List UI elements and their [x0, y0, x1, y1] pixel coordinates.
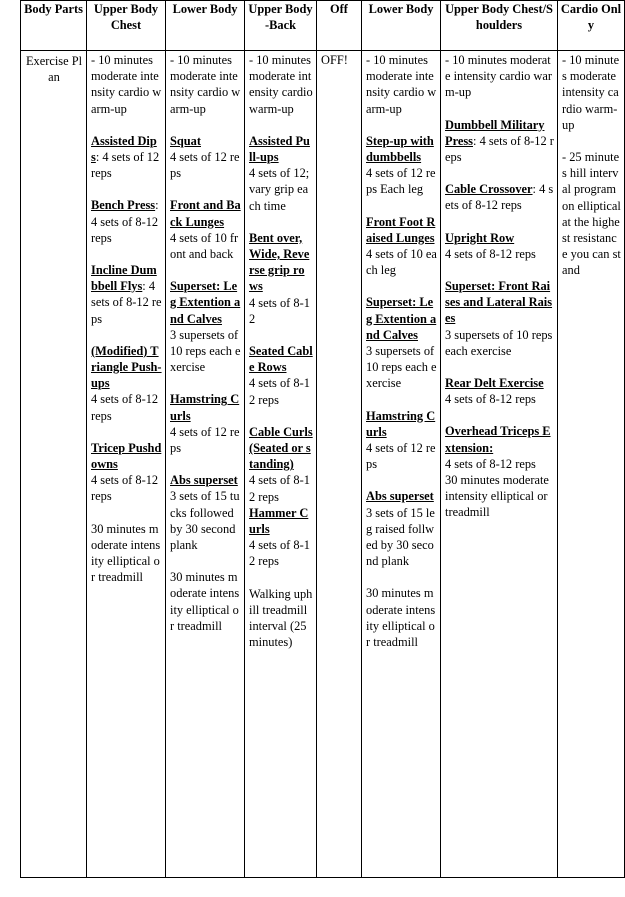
exercise-name: Incline Dumbbell Flys	[91, 263, 157, 294]
exercise-block	[249, 505, 313, 570]
exercise-name: Superset: Leg Extention and Calves	[170, 279, 241, 326]
exercise-block	[249, 424, 313, 505]
plan-note: 30 minutes moderate intensity elliptical or treadmill	[366, 586, 436, 650]
header-off: Off	[317, 1, 362, 51]
exercise-detail: 4 sets of 8-12 reps	[445, 182, 554, 213]
exercise-name-separator: :	[95, 150, 100, 165]
exercise-name: Bent over, Wide, Reverse grip rows	[249, 230, 310, 294]
exercise-detail: 4 sets of 8-12 reps	[249, 376, 310, 407]
exercise-detail: 4 sets of 12 reps	[170, 150, 240, 181]
exercise-block	[445, 423, 554, 472]
exercise-name-separator: :	[473, 133, 477, 148]
exercise-block	[445, 230, 554, 262]
plan-note: - 25 minutes hill interval program on elliptical at the highest resistance you can stand	[562, 150, 621, 278]
exercise-name: Assisted Pull-ups	[249, 133, 310, 165]
exercise-detail: 3 supersets of 10 reps each exercise	[170, 327, 241, 375]
exercise-name: Hamstring Curls	[170, 392, 240, 423]
exercise-block	[249, 133, 313, 214]
exercise-name: Cable Crossover	[445, 182, 533, 197]
header-upper-body-back: Upper Body-Back	[245, 1, 317, 51]
exercise-detail: 4 sets of 8-12	[249, 295, 310, 326]
exercise-detail: 4 sets of 12 reps	[170, 424, 240, 456]
plan-note: - 10 minutes moderate intensity cardio warm-up	[170, 53, 241, 116]
plan-note: Walking uphill treadmill interval (25 minutes)	[249, 586, 313, 650]
row-label: Exercise Plan	[21, 51, 87, 878]
exercise-block	[445, 375, 554, 407]
exercise-name: Upright Row	[445, 230, 515, 245]
cell-lower-body	[166, 51, 245, 878]
exercise-name: Tricep Pushdowns	[91, 440, 162, 472]
plan-note: - 10 minutes moderate intensity cardio warm-up	[562, 53, 620, 132]
plan-note: - 10 minutes moderate intensity cardio warm-up	[249, 53, 313, 116]
plan-note: 30 minutes moderate intensity elliptical or treadmill	[91, 521, 161, 585]
cell-lower-body-2	[362, 51, 441, 878]
exercise-detail: 4 sets of 10 each leg	[366, 247, 437, 278]
exercise-name: Seated Cable Rows	[249, 344, 313, 375]
exercise-block	[445, 181, 554, 213]
header-lower-body: Lower Body	[166, 1, 245, 51]
exercise-detail: 3 supersets of 10 reps each exercise	[366, 344, 437, 391]
exercise-name: (Modified) Triangle Push-ups	[91, 343, 162, 391]
exercise-block	[249, 343, 313, 408]
plan-note: 30 minutes moderate intensity elliptical or treadmill	[170, 570, 240, 633]
exercise-detail: 4 sets of 10 front and back	[170, 230, 239, 262]
exercise-block	[170, 133, 241, 182]
header-cardio-only: Cardio Only	[558, 1, 625, 51]
exercise-block	[91, 440, 162, 505]
plan-note: - 10 minutes moderate intensity cardio warm-up	[91, 53, 162, 116]
plan-note: - 10 minutes moderate intensity cardio warm-up	[366, 53, 437, 116]
exercise-name: Squat	[170, 133, 201, 148]
exercise-name: Step-up with dumbbells	[366, 133, 434, 165]
exercise-detail: 4 sets of 8-12 reps	[445, 456, 536, 471]
exercise-name: Abs superset	[170, 473, 238, 488]
exercise-name-separator: :	[142, 279, 146, 294]
cell-cardio-only	[558, 51, 625, 878]
exercise-block	[366, 408, 437, 473]
exercise-name: Assisted Dips	[91, 133, 157, 165]
workout-plan-table	[20, 0, 625, 878]
exercise-block	[366, 133, 437, 198]
exercise-detail: 4 sets of 8-12 reps	[445, 133, 554, 165]
exercise-name: Superset: Leg Extention and Calves	[366, 295, 437, 342]
exercise-detail: 4 sets of 12 reps Each leg	[366, 166, 436, 197]
exercise-block	[170, 472, 241, 553]
exercise-detail: 4 sets of 8-12 reps	[91, 473, 159, 504]
exercise-detail: 4 sets of 12 reps	[91, 150, 160, 181]
exercise-block	[170, 391, 241, 456]
header-upper-body-chest-shoulders: Upper Body Chest/Shoulders	[441, 1, 558, 51]
exercise-name-separator: :	[532, 182, 536, 197]
exercise-block	[170, 278, 241, 375]
header-lower-body-2: Lower Body	[362, 1, 441, 51]
exercise-block	[91, 262, 162, 327]
exercise-name: Cable Curls (Seated or standing)	[249, 424, 313, 472]
exercise-detail: 4 sets of 8-12 reps	[91, 392, 159, 423]
exercise-name: Hamstring Curls	[366, 408, 436, 439]
exercise-block	[445, 278, 554, 359]
exercise-block	[366, 294, 437, 391]
exercise-block	[445, 117, 554, 166]
exercise-detail: 3 sets of 15 tucks followed by 30 second plank	[170, 489, 240, 553]
exercise-name: Superset: Front Raises and Lateral Raises	[445, 279, 553, 326]
exercise-detail: 4 sets of 8-12 reps	[445, 392, 536, 407]
exercise-name: Hammer Curls	[249, 505, 309, 537]
exercise-detail: 4 sets of 12 reps	[366, 441, 436, 472]
cell-upper-body-chest	[87, 51, 166, 878]
exercise-name: Overhead Triceps Extension:	[445, 424, 551, 455]
plan-note: 30 minutes moderate intensity elliptical or treadmill	[445, 473, 549, 520]
plan-note: - 10 minutes moderate intensity cardio warm-up	[445, 53, 553, 100]
header-body-parts: Body Parts	[21, 1, 87, 51]
exercise-detail: 4 sets of 8-12 reps	[249, 473, 310, 504]
exercise-block	[91, 197, 162, 246]
cell-upper-body-chest-shoulders	[441, 51, 558, 878]
exercise-name-separator: :	[155, 198, 159, 213]
exercise-detail: 4 sets of 8-12 reps	[445, 246, 536, 261]
exercise-name: Front Foot Raised Lunges	[366, 214, 436, 245]
header-upper-body-chest: Upper Body Chest	[87, 1, 166, 51]
exercise-detail: 4 sets of 8-12 reps	[91, 279, 162, 326]
exercise-block	[170, 197, 241, 262]
exercise-detail: 4 sets of 8-12 reps	[91, 214, 159, 245]
exercise-name: Rear Delt Exercise	[445, 376, 544, 391]
exercise-block	[91, 133, 162, 182]
exercise-block	[249, 230, 313, 327]
exercise-detail: 4 sets of 12; vary grip each time	[249, 166, 310, 213]
exercise-detail: 3 supersets of 10 reps each exercise	[445, 327, 553, 358]
exercise-block	[366, 488, 437, 569]
exercise-name: Bench Press	[91, 198, 156, 213]
exercise-name: Front and Back Lunges	[170, 198, 241, 229]
exercise-detail: 3 sets of 15 leg raised follwed by 30 second plank	[366, 505, 435, 569]
exercise-plan-row	[21, 51, 625, 878]
cell-upper-body-back	[245, 51, 317, 878]
exercise-block	[366, 214, 437, 279]
exercise-block	[91, 343, 162, 424]
cell-off: OFF!	[317, 51, 362, 878]
exercise-name: Dumbbell Military Press	[445, 117, 545, 148]
exercise-name: Abs superset	[366, 489, 434, 504]
exercise-detail: 4 sets of 8-12 reps	[249, 538, 310, 569]
header-row	[21, 1, 625, 51]
